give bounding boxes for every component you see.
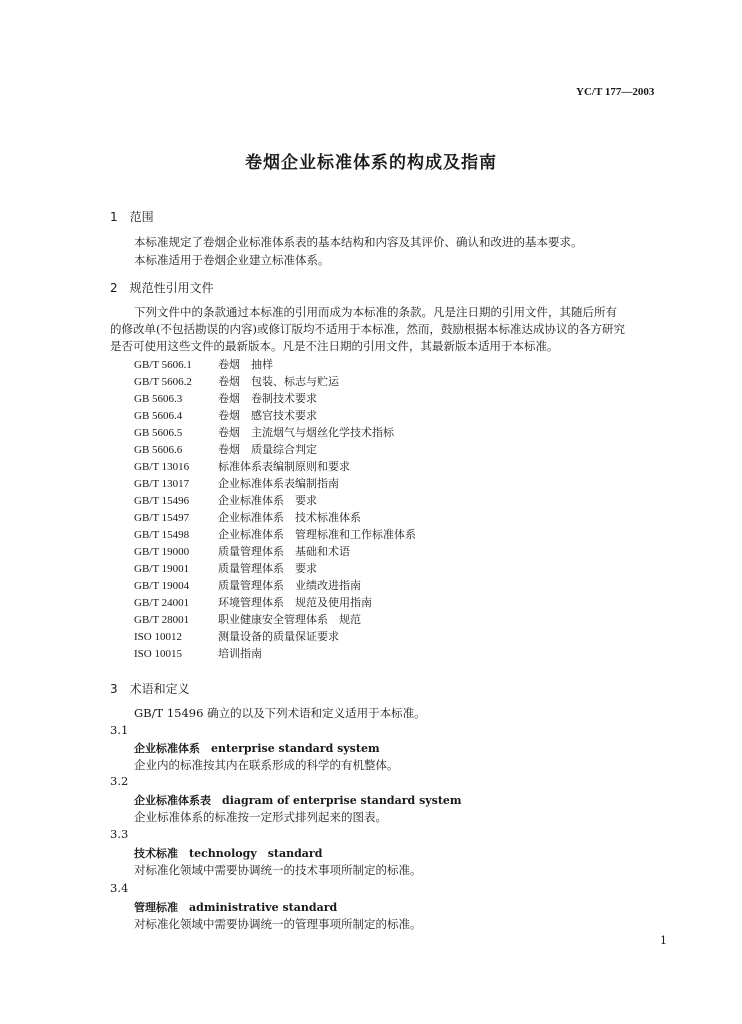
reference-item bbox=[134, 492, 317, 508]
reference-title: 卷烟 包装、标志与贮运 bbox=[218, 375, 339, 388]
reference-number: GB/T 28001 bbox=[134, 614, 190, 626]
reference-number: GB/T 24001 bbox=[134, 597, 190, 609]
reference-number: GB/T 5606.2 bbox=[134, 376, 192, 388]
term-definition: 企业内的标准按其内在联系形成的科学的有机整体。 bbox=[134, 758, 399, 772]
section-3-intro: GB/T 15496 确立的以及下列术语和定义适用于本标准。 bbox=[134, 706, 426, 720]
reference-item bbox=[134, 441, 317, 457]
reference-number: GB 5606.3 bbox=[134, 393, 183, 405]
document-title: 卷烟企业标准体系的构成及指南 bbox=[245, 153, 497, 173]
reference-item bbox=[134, 594, 372, 610]
reference-item bbox=[134, 526, 416, 542]
reference-title: 质量管理体系 基础和术语 bbox=[218, 545, 350, 558]
term-number: 3.3 bbox=[110, 827, 129, 841]
section-1-paragraph-1: 本标准规定了卷烟企业标准体系表的基本结构和内容及其评价、确认和改进的基本要求。 bbox=[134, 235, 583, 249]
reference-title: 测量设备的质量保证要求 bbox=[218, 630, 339, 643]
standard-code: YC/T 177—2003 bbox=[576, 86, 655, 98]
section-title: 范围 bbox=[129, 210, 154, 224]
reference-title: 卷烟 主流烟气与烟丝化学技术指标 bbox=[218, 426, 394, 439]
section-number: 2 bbox=[110, 281, 118, 295]
reference-title: 环境管理体系 规范及使用指南 bbox=[218, 596, 372, 609]
term-name: 企业标准体系 enterprise standard system bbox=[134, 742, 380, 755]
reference-number: GB 5606.5 bbox=[134, 427, 183, 439]
reference-number: GB 5606.6 bbox=[134, 444, 183, 456]
term-name: 企业标准体系表 diagram of enterprise standard system bbox=[134, 794, 462, 807]
term-name: 技术标准 technology standard bbox=[134, 847, 323, 860]
term-number: 3.4 bbox=[110, 881, 129, 895]
section-3-heading bbox=[110, 680, 190, 697]
reference-item bbox=[134, 390, 317, 406]
reference-item bbox=[134, 407, 317, 423]
reference-number: GB/T 15496 bbox=[134, 495, 190, 507]
section-title: 术语和定义 bbox=[129, 682, 190, 696]
reference-title: 标准体系表编制原则和要求 bbox=[218, 460, 350, 473]
section-2-paragraph-line-1: 下列文件中的条款通过本标准的引用而成为本标准的条款。凡是注日期的引用文件，其随后所有 bbox=[134, 305, 617, 319]
reference-item bbox=[134, 628, 339, 644]
reference-item bbox=[134, 560, 317, 576]
section-2-paragraph-line-2: 的修改单(不包括勘误的内容)或修订版均不适用于本标准，然而，鼓励根据本标准达成协议的各方研究 bbox=[110, 322, 625, 336]
reference-number: GB/T 19001 bbox=[134, 563, 190, 575]
reference-item bbox=[134, 458, 350, 474]
reference-number: GB/T 19000 bbox=[134, 546, 190, 558]
reference-title: 质量管理体系 业绩改进指南 bbox=[218, 579, 361, 592]
section-title: 规范性引用文件 bbox=[129, 281, 214, 295]
reference-number: GB/T 13017 bbox=[134, 478, 190, 490]
reference-title: 卷烟 感官技术要求 bbox=[218, 409, 317, 422]
section-1-heading bbox=[110, 208, 154, 225]
reference-title: 职业健康安全管理体系 规范 bbox=[218, 613, 361, 626]
term-number: 3.1 bbox=[110, 723, 129, 737]
reference-item bbox=[134, 475, 339, 491]
reference-title: 企业标准体系 管理标准和工作标准体系 bbox=[218, 528, 416, 541]
reference-item bbox=[134, 543, 350, 559]
reference-title: 培训指南 bbox=[218, 647, 262, 660]
reference-title: 卷烟 抽样 bbox=[218, 358, 273, 371]
reference-item bbox=[134, 577, 361, 593]
reference-number: GB/T 5606.1 bbox=[134, 359, 192, 371]
section-number: 3 bbox=[110, 682, 118, 696]
reference-number: GB/T 15497 bbox=[134, 512, 190, 524]
term-name: 管理标准 administrative standard bbox=[134, 901, 338, 914]
reference-title: 企业标准体系表编制指南 bbox=[218, 477, 339, 490]
reference-title: 卷烟 质量综合判定 bbox=[218, 443, 317, 456]
reference-item bbox=[134, 611, 361, 627]
term-definition: 对标准化领域中需要协调统一的管理事项所制定的标准。 bbox=[134, 917, 422, 931]
reference-number: GB/T 15498 bbox=[134, 529, 190, 541]
reference-title: 质量管理体系 要求 bbox=[218, 562, 317, 575]
reference-item bbox=[134, 356, 273, 372]
reference-title: 企业标准体系 技术标准体系 bbox=[218, 511, 361, 524]
reference-number: GB/T 19004 bbox=[134, 580, 190, 592]
section-2-heading bbox=[110, 279, 214, 296]
reference-number: ISO 10015 bbox=[134, 648, 182, 660]
reference-number: ISO 10012 bbox=[134, 631, 182, 643]
term-definition: 对标准化领域中需要协调统一的技术事项所制定的标准。 bbox=[134, 863, 422, 877]
section-2-paragraph-line-3: 是否可使用这些文件的最新版本。凡是不注日期的引用文件，其最新版本适用于本标准。 bbox=[110, 339, 559, 353]
reference-item bbox=[134, 645, 262, 661]
reference-title: 卷烟 卷制技术要求 bbox=[218, 392, 317, 405]
term-definition: 企业标准体系的标准按一定形式排列起来的图表。 bbox=[134, 810, 387, 824]
reference-item bbox=[134, 424, 394, 440]
page-number: 1 bbox=[660, 934, 667, 947]
reference-number: GB 5606.4 bbox=[134, 410, 183, 422]
reference-item bbox=[134, 509, 361, 525]
reference-number: GB/T 13016 bbox=[134, 461, 190, 473]
reference-item bbox=[134, 373, 339, 389]
section-number: 1 bbox=[110, 210, 118, 224]
reference-title: 企业标准体系 要求 bbox=[218, 494, 317, 507]
term-number: 3.2 bbox=[110, 774, 129, 788]
section-1-paragraph-2: 本标准适用于卷烟企业建立标准体系。 bbox=[134, 253, 330, 267]
